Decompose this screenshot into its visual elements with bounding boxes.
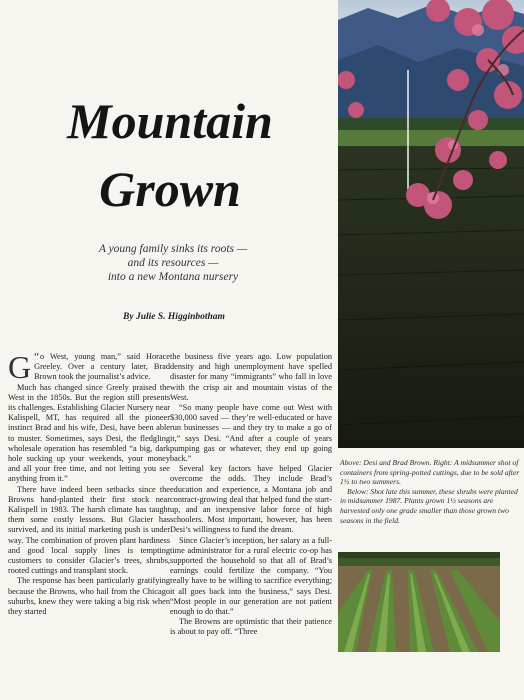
byline: By Julie S. Higginbotham xyxy=(123,312,225,322)
paragraph-text: o West, young man,” said Horace Greeley. Over a century later, Brad Brown took the journalist’s advice. xyxy=(34,352,170,382)
body-column-2 xyxy=(170,352,332,638)
paragraph: Much has changed since Greely praised the West in the 1850s. But the region still presents its challenges. Establishing Glacier Nursery near Kalispell, MT, has required all the pioneer instinct Brad and his wife, Desi, have been able to muster. Sometimes, says Desi, the fledgling wholesale operation has resembled “a big, dark hole sucking up your weekends, your money and all your free time, and not letting you see anything from it.” xyxy=(8,382,170,484)
paragraph: Several key factors have helped Glacier overcome the odds. They include Brad’s education and experience, a Montana job and contract-growing deal that helped fund the start-up, and an inexpensive labor force of high schoolers. Most important, however, has been Desi’s willingness to fund the dream. xyxy=(170,464,332,535)
paragraph: The Browns are optimistic that their patience is about to pay off. “Three xyxy=(170,617,332,637)
paragraph xyxy=(8,349,170,385)
article-title-line-2: Grown xyxy=(99,161,241,217)
deck-line-3: into a new Montana nursery xyxy=(107,271,239,283)
shrub-rows-photo xyxy=(338,552,500,652)
shrub-rows-illustration xyxy=(338,552,500,652)
paragraph: “So many people have come out West with $30,000 saved — they’re well-educated or have run businesses — and they try to make a go of it,” says Desi. “And after a couple of years pumping gas or whatever, they end up going back.” xyxy=(170,403,332,464)
nursery-field-photo xyxy=(338,0,524,448)
nursery-field-illustration xyxy=(338,0,524,448)
paragraph: The response has been particularly gratifying because the Browns, who hail from the Chicago suburbs, knew they were taking a big risk when they started xyxy=(8,576,170,617)
body-column-1 xyxy=(8,349,170,617)
caption-below: Below: Shot late this summer, these shrubs were planted in midsummer 1987. Plants grown 1½ seasons are harvested only one grade smaller than those grown two seasons in the field. xyxy=(340,486,518,525)
paragraph: the business five years ago. Low population density and high unemployment have spelled disaster for many “immigrants” who fall in love with the crisp air and mountain vistas of the West. xyxy=(170,352,332,402)
deck-line-1: A young family sinks its roots — xyxy=(98,243,248,255)
article-title-line-1: Mountain xyxy=(67,93,273,149)
paragraph: Since Glacier’s inception, her salary as a full-time administrator for a rural electric co-op has supported the household so that all of Brad’s earnings could fertilize the company. “You really have to be willing to sacrifice everything; it all goes back into the business,” says Desi. “Most people in our generation are not patient enough to do that.” xyxy=(170,535,332,617)
open-quote-glyph: “ xyxy=(34,351,39,363)
drop-cap: G xyxy=(8,349,32,385)
photo-captions xyxy=(340,458,520,525)
paragraph: There have indeed been setbacks since the Browns hand-planted their first stock near Kalispell in 1983. The harsh climate has taught them some costly lessons. But Glacier has survived, and its initial marketing push is under way. The combination of proven plant hardiness and good local supply lines is tempting customers to consider Glacier’s trees, shrubs, rooted cuttings and transplant stock. xyxy=(8,484,170,576)
caption-above-right: Above: Desi and Brad Brown. Right: A midsummer shot of containers from spring-potted cuttings, due to be sold after 1½ to two summers. xyxy=(340,458,520,487)
article-deck xyxy=(50,242,296,284)
deck-line-2: and its resources — xyxy=(127,257,219,269)
